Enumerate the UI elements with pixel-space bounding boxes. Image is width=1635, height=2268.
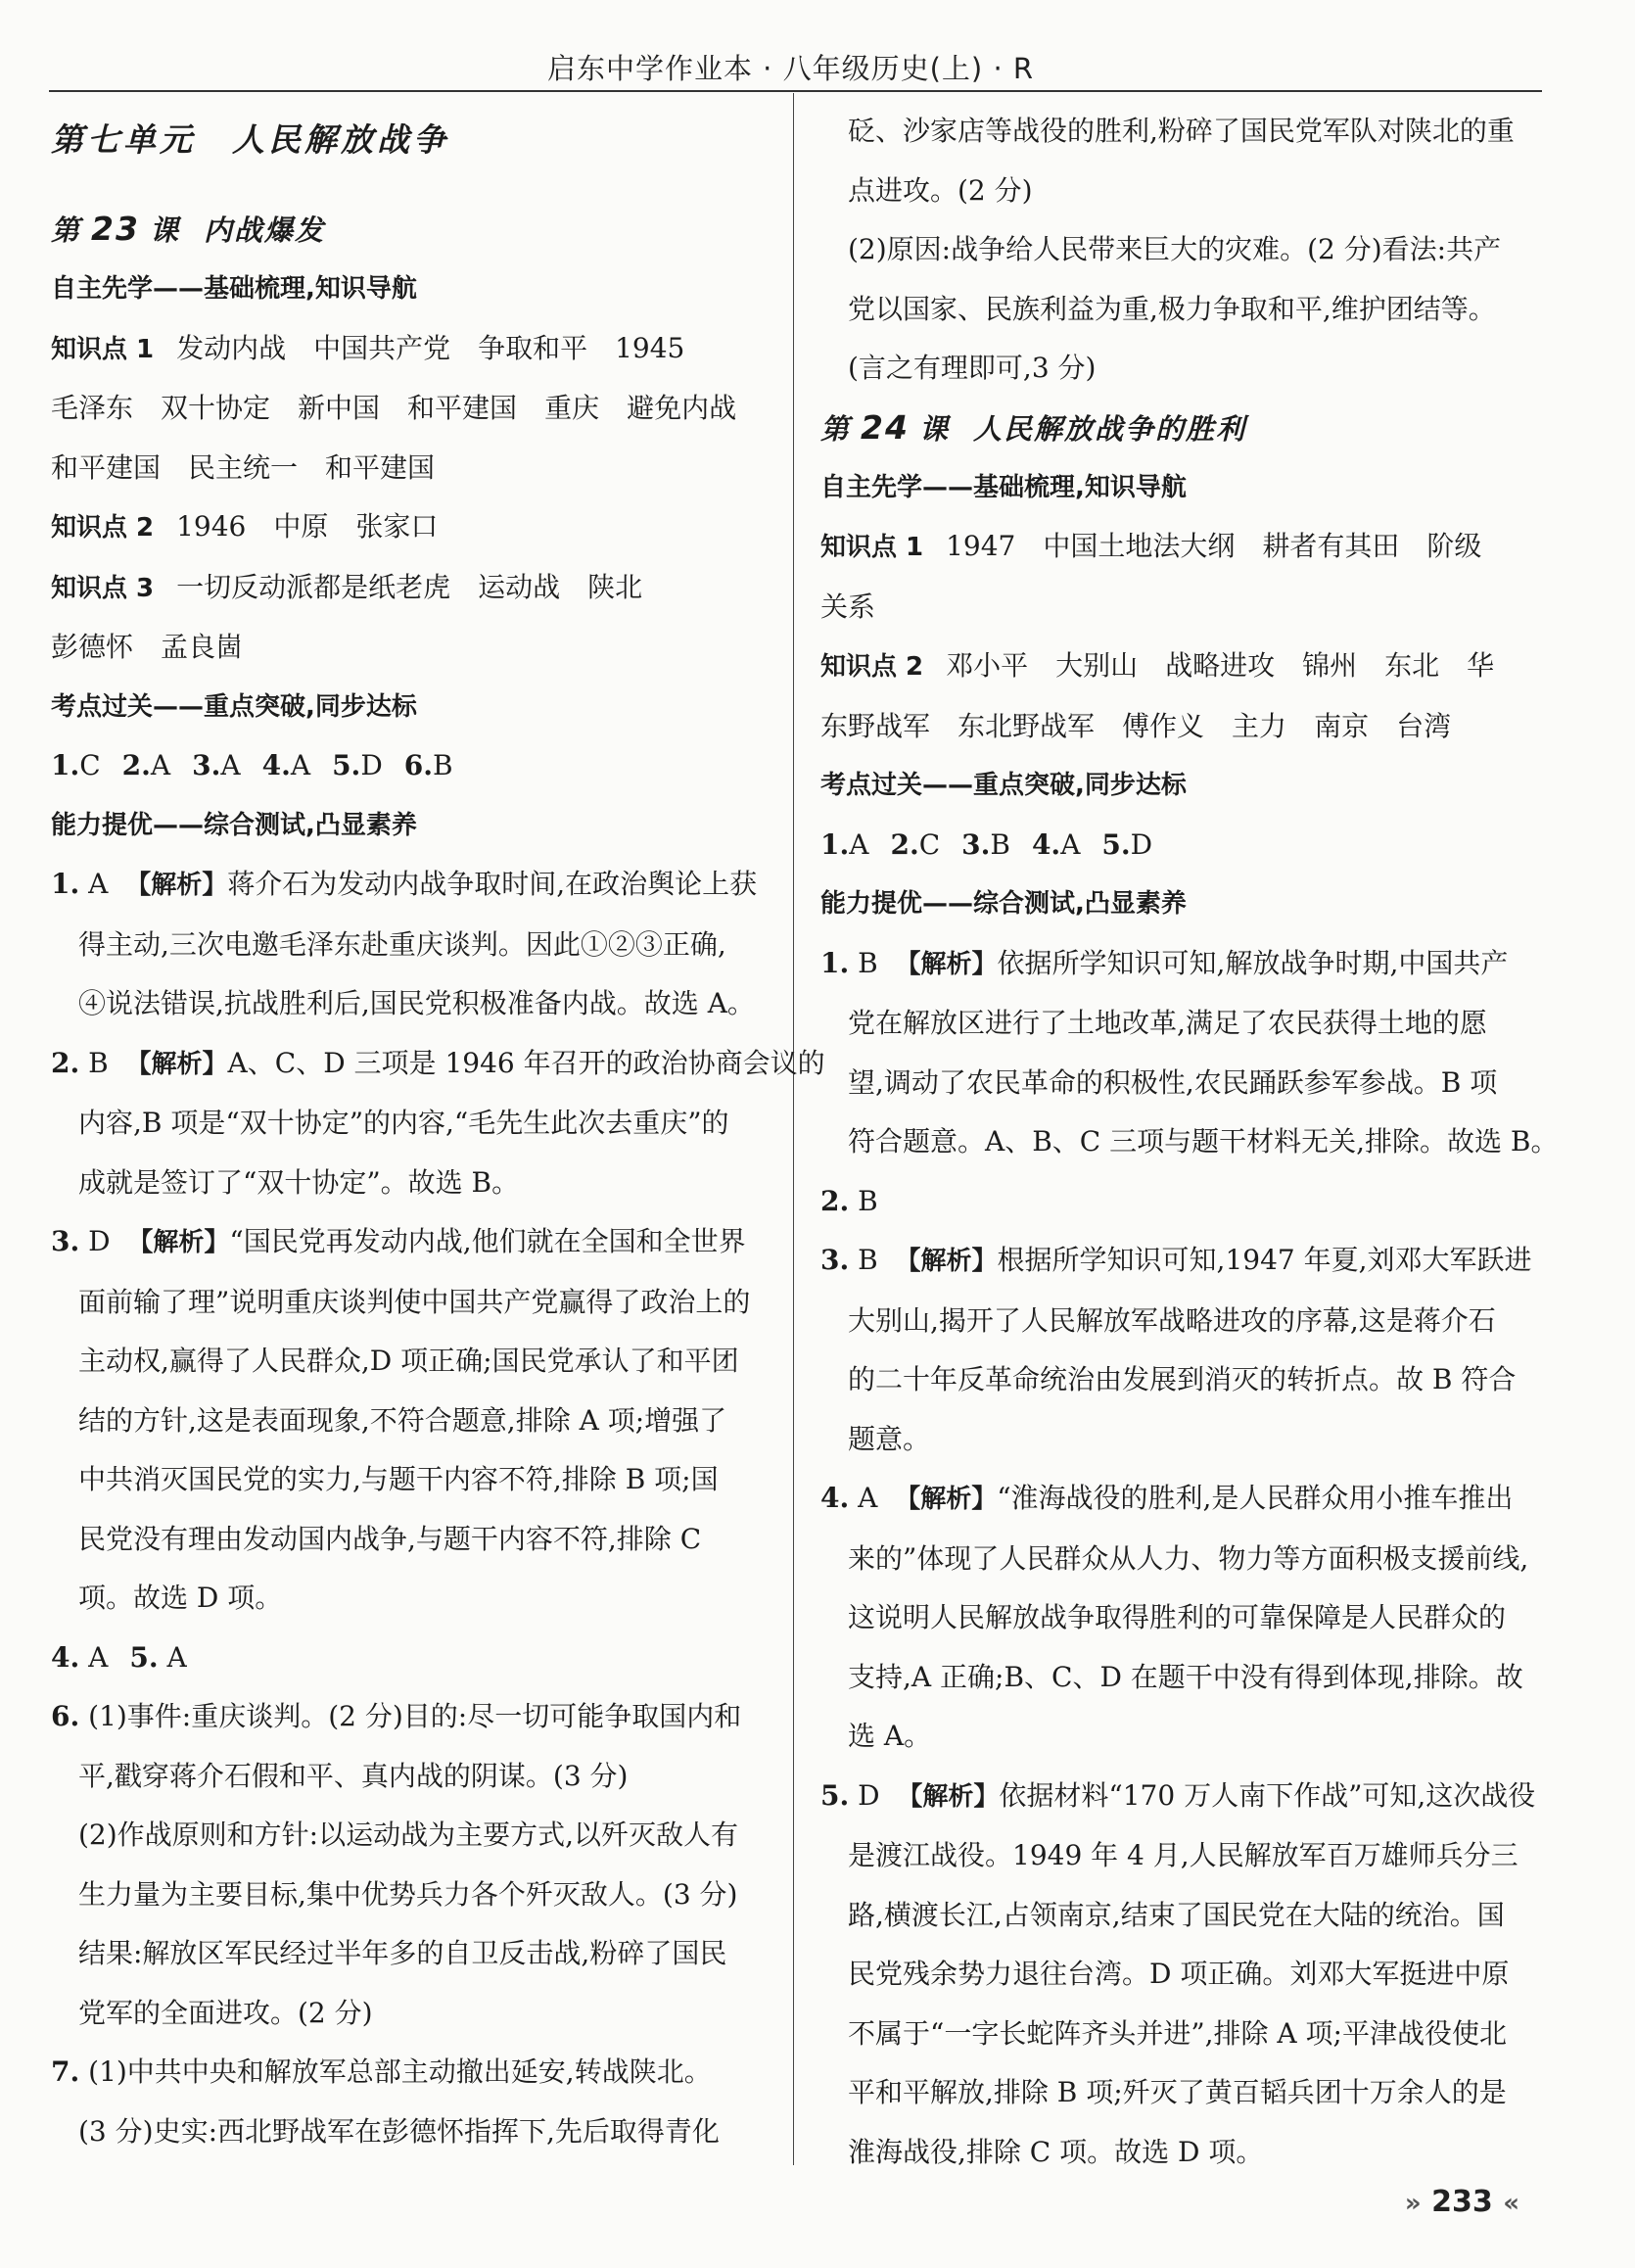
analysis-text: 来的”体现了人民群众从人力、物力等方面积极支援前线, <box>848 1541 1529 1575</box>
question-number: 4. <box>820 1482 850 1514</box>
question-5 <box>820 1767 1550 2183</box>
analysis-tag: 【解析】 <box>127 1228 230 1257</box>
question-1 <box>820 934 1559 1172</box>
page-header: 启东中学作业本 · 八年级历史(上) · R <box>546 52 1035 85</box>
question-answer: B <box>88 1046 109 1079</box>
answer-text: 党军的全面进攻。(2 分) <box>78 1996 373 2029</box>
answer-num: 5. <box>332 749 361 781</box>
analysis-text: 不属于“一字长蛇阵齐头并进”,排除 A 项;平津战役使北 <box>848 2016 1507 2050</box>
knowledge-point-3 <box>51 558 773 619</box>
knowledge-point-2-cont <box>820 697 1550 757</box>
kp-label: 知识点 2 <box>820 652 924 682</box>
analysis-tag: 【解析】 <box>125 1049 228 1079</box>
analysis-text: “淮海战役的胜利,是人民群众用小推车推出 <box>997 1482 1514 1514</box>
answer-letter: D <box>360 749 383 781</box>
answer-text: (1)中共中央和解放军总部主动撤出延安,转战陕北。 <box>88 2055 712 2088</box>
question-4 <box>820 1469 1550 1767</box>
analysis-text: 党在解放区进行了土地改革,满足了农民获得土地的愿 <box>848 1007 1487 1039</box>
answer-letter: D <box>1130 827 1153 861</box>
answer-letter: A <box>150 749 171 781</box>
term: 中国土地法大纲 <box>1043 530 1236 562</box>
answer-text: 平,戳穿蒋介石假和平、真内战的阴谋。(3 分) <box>78 1759 629 1792</box>
question-number: 1. <box>51 868 80 900</box>
question-7 <box>51 2043 773 2161</box>
question-answer: B <box>858 946 878 979</box>
question-answer: D <box>858 1778 880 1812</box>
page-number-value: 233 <box>1431 2185 1493 2219</box>
knowledge-point-2 <box>51 497 773 558</box>
section-heading: 自主先学——基础梳理,知识导航 <box>51 274 417 304</box>
answer-letter: B <box>433 749 453 781</box>
term: 孟良崮 <box>161 631 244 663</box>
term: 阶级 <box>1426 530 1482 562</box>
answer-num: 4. <box>1031 827 1061 861</box>
answer-text: (言之有理即可,3 分) <box>848 352 1097 384</box>
analysis-text: 项。故选 D 项。 <box>78 1582 283 1614</box>
answer-num: 5. <box>1101 827 1131 861</box>
answer-text: 砭、沙家店等战役的胜利,粉碎了国民党军队对陕北的重 <box>848 115 1515 147</box>
analysis-text: 的二十年反革命统治由发展到消灭的转折点。故 B 符合 <box>848 1363 1517 1395</box>
analysis-tag: 【解析】 <box>895 1485 998 1514</box>
term: 台湾 <box>1396 709 1452 742</box>
term: 双十协定 <box>161 392 271 424</box>
lesson-suffix: 课 <box>149 213 180 247</box>
answer-letter: C <box>79 749 101 781</box>
answer-text: (2)作战原则和方针:以运动战为主要方式,以歼灭敌人有 <box>78 1819 738 1851</box>
term: 华 <box>1467 649 1495 682</box>
kp-label: 知识点 3 <box>51 573 155 603</box>
analysis-tag: 【解析】 <box>897 1781 1000 1812</box>
lesson-24-title <box>820 399 1550 458</box>
question-number: 3. <box>820 1244 850 1276</box>
analysis-text: 支持,A 正确;B、C、D 在题干中没有得到体现,排除。故 <box>848 1660 1523 1693</box>
question-answer: A <box>166 1640 187 1674</box>
lesson-prefix: 第 <box>51 213 82 247</box>
analysis-text: “国民党再发动内战,他们就在全国和全世界 <box>229 1225 746 1257</box>
term: 耕者有其田 <box>1262 530 1400 562</box>
question-6 <box>51 1687 773 2043</box>
term: 东野战军 <box>820 709 931 742</box>
question-number: 3. <box>51 1225 80 1257</box>
term: 傅作义 <box>1122 709 1205 742</box>
analysis-text: 主动权,赢得了人民群众,D 项正确;国民党承认了和平团 <box>78 1345 739 1377</box>
column-divider <box>793 93 794 2165</box>
lesson-23-title <box>51 200 773 260</box>
knowledge-point-1-cont <box>820 578 1550 638</box>
knowledge-point-1 <box>820 517 1550 578</box>
answer-text: (3 分)史实:西北野战军在彭德怀指挥下,先后取得青化 <box>78 2114 720 2148</box>
question-number: 5. <box>820 1778 850 1812</box>
term: 锦州 <box>1302 649 1358 682</box>
question-answer: A <box>88 868 109 900</box>
section-heading: 能力提优——综合测试,凸显素养 <box>820 889 1187 919</box>
analysis-text: 中共消灭国民党的实力,与题干内容不符,排除 B 项;国 <box>78 1463 719 1495</box>
knowledge-point-1 <box>51 319 773 380</box>
section-heading: 能力提优——综合测试,凸显素养 <box>51 810 417 840</box>
analysis-text: 依据所学知识可知,解放战争时期,中国共产 <box>997 946 1509 979</box>
analysis-text: 根据所学知识可知,1947 年夏,刘邓大军跃进 <box>997 1244 1532 1276</box>
knowledge-point-3-cont <box>51 618 773 678</box>
term: 一切反动派都是纸老虎 <box>176 570 451 603</box>
question-number: 5. <box>129 1640 159 1674</box>
section-heading: 自主先学——基础梳理,知识导航 <box>820 472 1187 502</box>
analysis-text: 路,横渡长江,占领南京,结束了国民党在大陆的统治。国 <box>848 1898 1505 1931</box>
double-chevron-right-icon: » <box>1404 2189 1422 2218</box>
term: 和平建国 <box>51 450 162 484</box>
analysis-text: ④说法错误,抗战胜利后,国民党积极准备内战。故选 A。 <box>78 987 755 1019</box>
question-number: 4. <box>51 1640 80 1674</box>
analysis-text: 望,调动了农民革命的积极性,农民踊跃参军参战。B 项 <box>848 1065 1498 1099</box>
analysis-text: 得主动,三次电邀毛泽东赴重庆谈判。因此①②③正确, <box>78 927 726 961</box>
question-answer: A <box>88 1640 109 1674</box>
analysis-text: 大别山,揭开了人民解放军战略进攻的序幕,这是蒋介石 <box>848 1303 1496 1337</box>
term: 避免内战 <box>627 392 737 424</box>
term: 东北野战军 <box>958 709 1096 742</box>
question-2 <box>51 1034 825 1213</box>
term: 新中国 <box>298 392 381 424</box>
kp-label: 知识点 1 <box>51 334 155 364</box>
knowledge-point-1-cont <box>51 439 773 498</box>
term: 南京 <box>1314 709 1370 742</box>
question-number: 7. <box>51 2055 80 2088</box>
double-chevron-left-icon: « <box>1503 2189 1519 2218</box>
answer-text: 生力量为主要目标,集中优势兵力各个歼灭敌人。(3 分) <box>78 1877 738 1911</box>
analysis-text: 民党残余势力退往台湾。D 项正确。刘邓大军挺进中原 <box>848 1958 1510 1990</box>
question-3 <box>820 1231 1550 1469</box>
kp-label: 知识点 2 <box>51 513 155 543</box>
answer-letter: A <box>290 749 311 781</box>
term: 民主统一 <box>188 450 299 484</box>
answer-text: (2)原因:战争给人民带来巨大的灾难。(2 分)看法:共产 <box>848 233 1502 265</box>
analysis-tag: 【解析】 <box>125 871 228 900</box>
page-number <box>1405 2185 1519 2219</box>
analysis-text: 选 A。 <box>848 1720 932 1752</box>
term: 争取和平 <box>478 331 588 364</box>
analysis-tag: 【解析】 <box>895 1247 998 1276</box>
analysis-text: 符合题意。A、B、C 三项与题干材料无关,排除。故选 B。 <box>848 1125 1559 1158</box>
analysis-text: 结的方针,这是表面现象,不符合题意,排除 A 项;增强了 <box>78 1403 727 1437</box>
question-2 <box>820 1172 1550 1232</box>
term: 邓小平 <box>946 649 1029 682</box>
term: 主力 <box>1232 709 1287 742</box>
question-answer: A <box>858 1482 878 1514</box>
term: 1945 <box>615 331 685 364</box>
term: 1946 <box>176 510 247 543</box>
left-column <box>51 106 825 2161</box>
check-answers <box>51 736 773 796</box>
term: 中原 <box>273 510 329 543</box>
knowledge-point-1-cont <box>51 379 773 439</box>
analysis-tag: 【解析】 <box>895 949 998 979</box>
question-number: 2. <box>51 1046 80 1079</box>
check-answers <box>820 816 1550 875</box>
questions-4-5 <box>51 1629 773 1688</box>
question-1 <box>51 855 773 1034</box>
term: 陕北 <box>587 570 643 603</box>
header-rule <box>49 90 1542 92</box>
analysis-text: 民党没有理由发动国内战争,与题干内容不符,排除 C <box>78 1522 702 1555</box>
lesson-suffix: 课 <box>918 411 950 446</box>
analysis-text: 面前输了理”说明重庆谈判使中国共产党赢得了政治上的 <box>78 1285 751 1318</box>
analysis-text: 蒋介石为发动内战争取时间,在政治舆论上获 <box>227 868 758 900</box>
lesson-name: 人民解放战争的胜利 <box>972 411 1246 446</box>
answer-letter: A <box>1060 827 1081 861</box>
answer-num: 2. <box>890 827 919 861</box>
knowledge-point-2 <box>820 637 1550 697</box>
lesson-name: 内战爆发 <box>203 213 325 247</box>
term: 毛泽东 <box>51 392 134 424</box>
answer-letter: A <box>220 749 241 781</box>
answer-letter: C <box>918 827 941 861</box>
answer-text: 党以国家、民族利益为重,极力争取和平,维护团结等。 <box>848 292 1496 325</box>
term: 发动内战 <box>176 331 287 364</box>
question-number: 6. <box>51 1700 80 1732</box>
question-7-continued <box>820 102 1550 399</box>
analysis-text: 题意。 <box>848 1422 931 1455</box>
answer-text: 点进攻。(2 分) <box>848 173 1033 207</box>
answer-letter: A <box>849 827 869 861</box>
term: 运动战 <box>478 570 561 603</box>
analysis-text: 成就是签订了“双十协定”。故选 B。 <box>78 1165 520 1199</box>
term: 战略进攻 <box>1165 649 1276 682</box>
term: 东北 <box>1384 649 1440 682</box>
lesson-number: 24 <box>861 407 910 447</box>
lesson-prefix: 第 <box>820 411 852 446</box>
term: 和平建国 <box>407 392 518 424</box>
term: 关系 <box>820 590 876 623</box>
term: 1947 <box>946 530 1016 562</box>
answer-num: 1. <box>820 827 850 861</box>
term: 彭德怀 <box>51 631 134 663</box>
analysis-text: 这说明人民解放战争取得胜利的可靠保障是人民群众的 <box>848 1601 1507 1633</box>
analysis-text: 依据材料“170 万人南下作战”可知,这次战役 <box>999 1778 1536 1812</box>
question-answer: D <box>88 1225 111 1257</box>
question-answer: B <box>858 1184 878 1217</box>
question-answer: B <box>858 1244 878 1276</box>
answer-num: 2. <box>121 749 151 781</box>
analysis-text: 淮海战役,排除 C 项。故选 D 项。 <box>848 2135 1264 2168</box>
term: 张家口 <box>355 510 439 543</box>
analysis-text: 内容,B 项是“双十协定”的内容,“毛先生此次去重庆”的 <box>78 1107 729 1139</box>
analysis-text: A、C、D 三项是 1946 年召开的政治协商会议的 <box>227 1046 825 1079</box>
answer-text: 结果:解放区军民经过半年多的自卫反击战,粉碎了国民 <box>78 1937 727 1969</box>
unit-title: 第七单元 人民解放战争 <box>51 120 449 159</box>
right-column <box>820 102 1559 2182</box>
answer-text: (1)事件:重庆谈判。(2 分)目的:尽一切可能争取国内和 <box>88 1700 742 1732</box>
answer-num: 4. <box>261 749 291 781</box>
term: 和平建国 <box>325 450 436 484</box>
question-number: 1. <box>820 946 850 979</box>
section-heading: 考点过关——重点突破,同步达标 <box>820 771 1187 800</box>
answer-num: 6. <box>403 749 433 781</box>
analysis-text: 平和平解放,排除 B 项;歼灭了黄百韬兵团十万余人的是 <box>848 2076 1507 2108</box>
lesson-number: 23 <box>91 210 140 248</box>
term: 中国共产党 <box>313 331 451 364</box>
question-number: 2. <box>820 1184 850 1217</box>
section-heading: 考点过关——重点突破,同步达标 <box>51 691 417 722</box>
term: 重庆 <box>544 392 600 424</box>
kp-label: 知识点 1 <box>820 533 924 562</box>
answer-letter: B <box>990 827 1010 861</box>
question-3 <box>51 1212 773 1629</box>
answer-num: 3. <box>192 749 221 781</box>
analysis-text: 是渡江战役。1949 年 4 月,人民解放军百万雄师兵分三 <box>848 1839 1518 1871</box>
term: 大别山 <box>1055 649 1139 682</box>
answer-num: 3. <box>961 827 991 861</box>
answer-num: 1. <box>51 749 80 781</box>
